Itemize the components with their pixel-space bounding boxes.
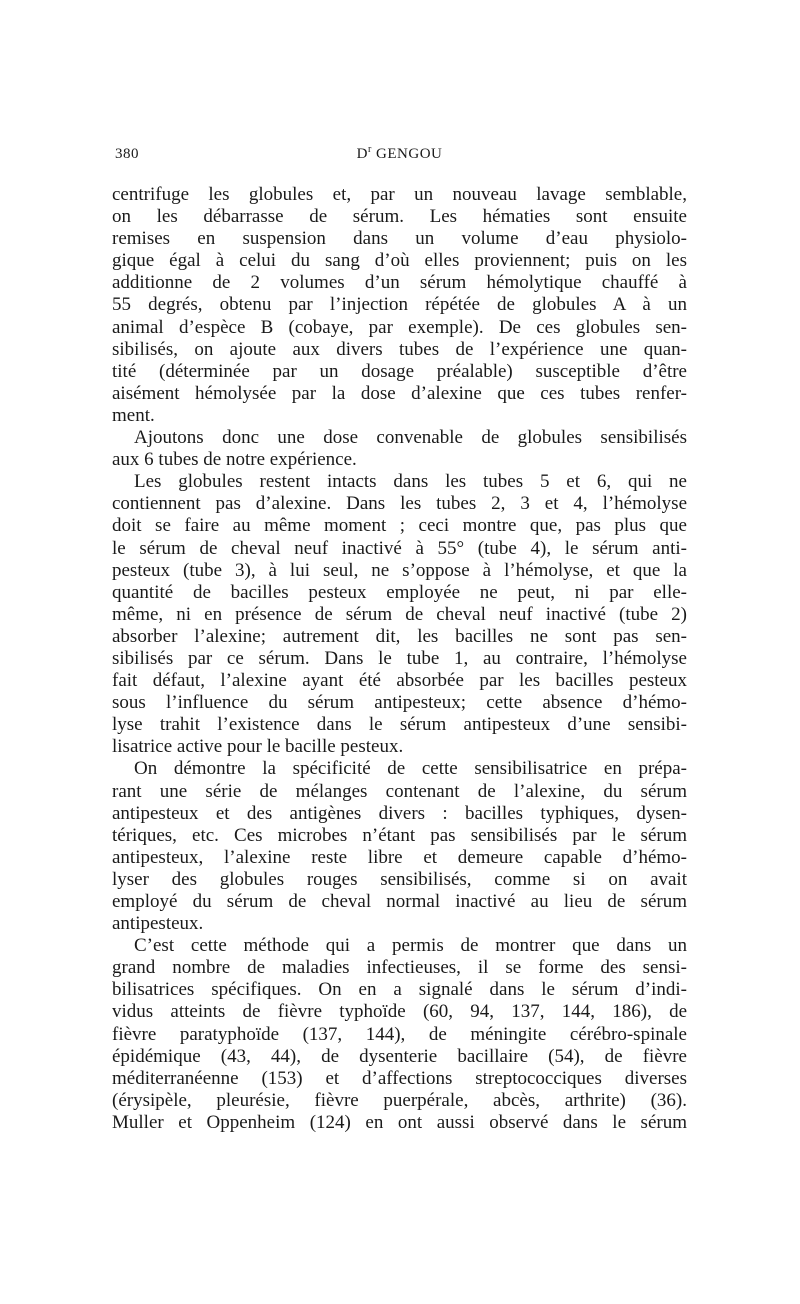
text-line: absorber l’alexine; autrement dit, les bacilles ne sont pas sen-: [112, 625, 687, 647]
text-line: antipesteux.: [112, 913, 204, 935]
text-line: ment.: [112, 404, 155, 426]
text-line: additionne de 2 volumes d’un sérum hémolytique chauffé à: [112, 272, 687, 294]
text-line: quantité de bacilles pesteux employée ne peut, ni par elle-: [112, 581, 687, 603]
text-line: le sérum de cheval neuf inactivé à 55° (tube 4), le sérum anti-: [112, 537, 687, 559]
text-line: fièvre paratyphoïde (137, 144), de méningite cérébro-spinale: [112, 1023, 687, 1045]
text-line: doit se faire au même moment ; ceci montre que, pas plus que: [112, 515, 687, 537]
author-title-prefix: D: [356, 146, 368, 162]
text-line: sibilisés par ce sérum. Dans le tube 1, au contraire, l’hémolyse: [112, 647, 687, 669]
text-line: méditerranéenne (153) et d’affections streptococciques diverses: [112, 1067, 687, 1089]
book-page: [112, 140, 687, 1134]
text-line: on les débarrasse de sérum. Les hématies sont ensuite: [112, 206, 687, 228]
text-line: bilisatrices spécifiques. On en a signalé dans le sérum d’indi-: [112, 979, 687, 1001]
text-line: pesteux (tube 3), à lui seul, ne s’oppose à l’hémolyse, et que la: [112, 559, 687, 581]
text-line: Muller et Oppenheim (124) en ont aussi observé dans le sérum: [112, 1111, 687, 1133]
text-line: animal d’espèce B (cobaye, par exemple). De ces globules sen-: [112, 316, 687, 338]
page-number: 380: [115, 146, 139, 162]
text-line: tériques, etc. Ces microbes n’étant pas sensibilisés par le sérum: [112, 824, 687, 846]
text-line: tité (déterminée par un dosage préalable) susceptible d’être: [112, 360, 687, 382]
text-line: C’est cette méthode qui a permis de montrer que dans un: [134, 935, 687, 957]
text-line: employé du sérum de cheval normal inactivé au lieu de sérum: [112, 891, 687, 912]
author-title-sup: r: [367, 144, 372, 155]
text-line: On démontre la spécificité de cette sensibilisatrice en prépa-: [134, 758, 687, 780]
text-line: Les globules restent intacts dans les tubes 5 et 6, qui ne: [134, 471, 687, 493]
text-line: grand nombre de maladies infectieuses, il se forme des sensi-: [112, 957, 687, 979]
text-line: sous l’influence du sérum antipesteux; cette absence d’hémo-: [112, 692, 687, 714]
text-line: lyse trahit l’existence dans le sérum antipesteux d’une sensibi-: [112, 714, 687, 736]
text-line: vidus atteints de fièvre typhoïde (60, 94, 137, 144, 186), de: [112, 1001, 687, 1023]
text-line: lisatrice active pour le bacille pesteux.: [112, 736, 404, 758]
text-line: Ajoutons donc une dose convenable de globules sensibilisés: [134, 427, 687, 449]
page-header: [112, 140, 687, 170]
author-name: GENGOU: [376, 146, 443, 162]
text-line: antipesteux, l’alexine reste libre et demeure capable d’hémo-: [112, 846, 687, 868]
text-line: remises en suspension dans un volume d’eau physiolo-: [112, 228, 687, 250]
text-line: 55 degrés, obtenu par l’injection répétée de globules A à un: [112, 294, 687, 316]
text-line: aux 6 tubes de notre expérience.: [112, 449, 357, 471]
text-line: même, ni en présence de sérum de cheval neuf inactivé (tube 2): [112, 603, 687, 625]
text-line: antipesteux et des antigènes divers : bacilles typhiques, dysen-: [112, 802, 687, 824]
text-line: épidémique (43, 44), de dysenterie bacillaire (54), de fièvre: [112, 1045, 687, 1067]
text-line: lyser des globules rouges sensibilisés, comme si on avait: [112, 868, 687, 890]
running-head: [112, 146, 687, 163]
text-line: gique égal à celui du sang d’où elles proviennent; puis on les: [112, 250, 687, 272]
body-text: [112, 184, 687, 1134]
text-line: centrifuge les globules et, par un nouveau lavage semblable,: [112, 184, 687, 205]
text-line: aisément hémolysée par la dose d’alexine que ces tubes renfer-: [112, 382, 687, 404]
text-line: contiennent pas d’alexine. Dans les tubes 2, 3 et 4, l’hémolyse: [112, 493, 687, 515]
text-line: sibilisés, on ajoute aux divers tubes de l’expérience une quan-: [112, 338, 687, 360]
text-line: (érysipèle, pleurésie, fièvre puerpérale, abcès, arthrite) (36).: [112, 1089, 687, 1111]
text-line: rant une série de mélanges contenant de l’alexine, du sérum: [112, 780, 687, 802]
text-line: fait défaut, l’alexine ayant été absorbée par les bacilles pesteux: [112, 670, 687, 692]
